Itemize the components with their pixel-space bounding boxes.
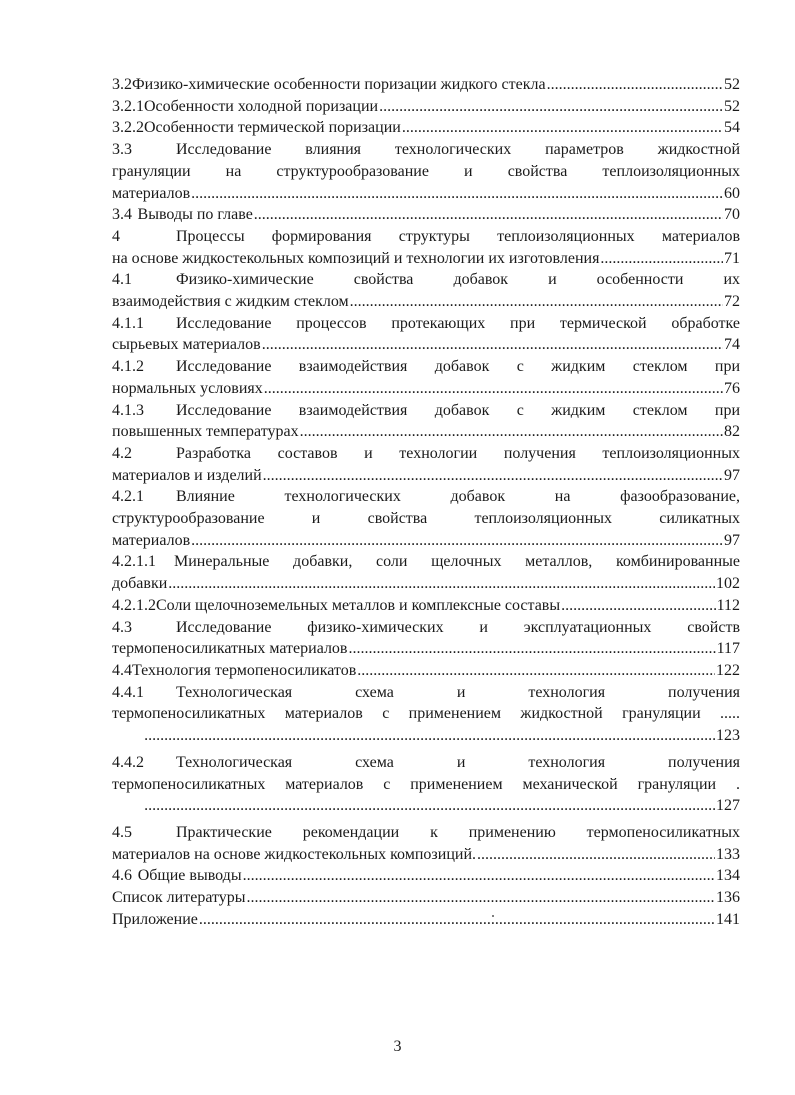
- toc-number: 3.2.2: [112, 119, 144, 137]
- toc-number: 4.4.2: [112, 753, 144, 771]
- toc-line: [112, 378, 740, 400]
- toc-number: 4.2.1: [112, 488, 144, 506]
- toc-leader: [263, 465, 723, 487]
- toc-leader: [300, 421, 723, 443]
- toc-title-continued: грануляции на структурообразование и свойства теплоизоляционных: [112, 162, 740, 180]
- toc-line: [112, 573, 740, 595]
- toc-entry-4-4-2: [112, 752, 740, 817]
- toc-page: 97: [724, 466, 740, 484]
- toc-title-continued: материалов на основе жидкостекольных композиций.: [112, 845, 476, 863]
- toc-title-continued: материалов: [112, 531, 191, 549]
- table-of-contents: [112, 74, 740, 930]
- toc-line: [112, 248, 740, 270]
- toc-line: [112, 334, 740, 356]
- toc-number: 4.1.3: [112, 401, 144, 419]
- toc-line: [112, 530, 740, 552]
- toc-line: [112, 356, 740, 378]
- scan-speck: [492, 915, 494, 917]
- toc-title: Технология термопеносиликатов: [132, 661, 357, 679]
- toc-entry-4-2-1-2: [112, 595, 740, 617]
- toc-entry-4-1-2: [112, 356, 740, 399]
- toc-page: 133: [716, 845, 740, 863]
- toc-line: [112, 795, 740, 817]
- toc-entry-4-1: [112, 269, 740, 312]
- toc-number: 4.2: [112, 444, 132, 462]
- toc-entry-appendix: [112, 909, 740, 931]
- toc-title: Исследование влияния технологических параметров жидкостной: [176, 141, 740, 159]
- toc-title: Практические рекомендации к применению термопеносиликатных: [176, 823, 740, 841]
- toc-page: 74: [724, 336, 740, 354]
- toc-page: 76: [724, 379, 740, 397]
- toc-title: Минеральные добавки, соли щелочных металлов, комбинированные: [174, 553, 740, 571]
- toc-title-continued: термопеносиликатных материалов с применением жидкостной грануляции .....: [112, 705, 740, 723]
- page-number: 3: [393, 1038, 402, 1055]
- toc-title: Разработка составов и технологии получения теплоизоляционных: [176, 444, 740, 462]
- toc-line: [112, 226, 740, 248]
- toc-number: 4.6: [112, 867, 132, 885]
- toc-entry-4-1-3: [112, 400, 740, 443]
- toc-leader: [144, 725, 715, 747]
- toc-title: Влияние технологических добавок на фазообразование,: [176, 488, 740, 506]
- toc-title-continued: термопеносиликатных материалов: [112, 640, 348, 658]
- toc-leader: [191, 183, 723, 205]
- toc-page: 54: [724, 119, 740, 137]
- toc-page: 72: [724, 293, 740, 311]
- toc-line: [112, 682, 740, 704]
- toc-leader: [264, 378, 723, 400]
- toc-title: Особенности холодной поризации: [144, 97, 379, 115]
- toc-entry-3-4: [112, 204, 740, 226]
- toc-leader: [144, 795, 715, 817]
- toc-title: Приложение: [112, 910, 198, 928]
- toc-entry-4: [112, 226, 740, 269]
- toc-entry-references: [112, 887, 740, 909]
- toc-page: 127: [716, 797, 740, 815]
- toc-page: 97: [724, 531, 740, 549]
- toc-entry-4-4: [112, 660, 740, 682]
- toc-leader: [600, 248, 723, 270]
- toc-line: [112, 421, 740, 443]
- toc-number: 4.5: [112, 823, 132, 841]
- toc-line: [112, 822, 740, 844]
- toc-title-continued: термопеносиликатных материалов с применением механической грануляции .: [112, 775, 740, 793]
- toc-title-continued: материалов и изделий: [112, 466, 262, 484]
- toc-title: Список литературы: [112, 889, 246, 907]
- toc-leader: [199, 909, 715, 931]
- toc-leader: [191, 530, 723, 552]
- toc-entry-4-3: [112, 617, 740, 660]
- toc-leader: [247, 887, 715, 909]
- toc-number: 4.1.2: [112, 358, 144, 376]
- toc-number: 4.4: [112, 661, 132, 679]
- toc-title: Исследование процессов протекающих при термической обработке: [176, 314, 740, 332]
- toc-title: Процессы формирования структуры теплоизоляционных материалов: [176, 227, 740, 245]
- toc-number: 4.2.1.2: [112, 596, 156, 614]
- toc-leader: [477, 844, 715, 866]
- toc-title-continued: взаимодействия с жидким стеклом: [112, 293, 349, 311]
- toc-entry-4-2: [112, 443, 740, 486]
- toc-title-continued: материалов: [112, 184, 191, 202]
- toc-page: 141: [716, 910, 740, 928]
- toc-line: [112, 400, 740, 422]
- toc-title: Физико-химические свойства добавок и особенности их: [176, 271, 740, 289]
- toc-number: 3.4: [112, 206, 132, 224]
- toc-line: [112, 313, 740, 335]
- toc-entry-3-2-2: [112, 117, 740, 139]
- toc-line: [112, 269, 740, 291]
- toc-page: 123: [716, 727, 740, 745]
- toc-line: [112, 638, 740, 660]
- toc-title: Исследование физико-химических и эксплуатационных свойств: [176, 618, 740, 636]
- toc-number: 3.3: [112, 141, 132, 159]
- toc-leader: [348, 638, 715, 660]
- toc-number: 4.3: [112, 618, 132, 636]
- toc-page: 117: [716, 640, 740, 658]
- toc-line: [112, 486, 740, 508]
- toc-entry-4-1-1: [112, 313, 740, 356]
- toc-title-continued: добавки: [112, 575, 168, 593]
- toc-entry-4-5: [112, 822, 740, 865]
- toc-title-continued: на основе жидкостекольных композиций и технологии их изготовления: [112, 249, 600, 267]
- toc-title: Технологическая схема и технология получения: [176, 683, 740, 701]
- toc-number: 4.4.1: [112, 683, 144, 701]
- toc-number: 4: [112, 227, 120, 245]
- toc-leader: [262, 334, 723, 356]
- toc-page: 112: [716, 596, 740, 614]
- toc-page: 136: [716, 889, 740, 907]
- toc-line: [112, 725, 740, 747]
- toc-page: 134: [716, 867, 740, 885]
- toc-title-continued: нормальных условиях: [112, 379, 263, 397]
- toc-page: 82: [724, 423, 740, 441]
- toc-line: [112, 183, 740, 205]
- toc-line: [112, 551, 740, 573]
- toc-line: [112, 752, 740, 774]
- toc-entry-4-2-1-1: [112, 551, 740, 594]
- toc-title: Технологическая схема и технология получения: [176, 753, 740, 771]
- toc-leader: [243, 865, 715, 887]
- toc-page: 60: [724, 184, 740, 202]
- toc-line: [112, 443, 740, 465]
- toc-line: [112, 617, 740, 639]
- toc-title-continued: структурообразование и свойства теплоизоляционных силикатных: [112, 510, 740, 528]
- toc-leader: [357, 660, 715, 682]
- toc-leader: [402, 117, 723, 139]
- toc-title: Общие выводы: [137, 867, 242, 885]
- toc-entry-4-4-1: [112, 682, 740, 747]
- toc-number: 4.1: [112, 271, 132, 289]
- toc-title: Исследование взаимодействия добавок с жидким стеклом при: [176, 401, 740, 419]
- toc-leader: [547, 74, 723, 96]
- toc-page: 70: [724, 206, 740, 224]
- toc-number: 4.1.1: [112, 314, 144, 332]
- toc-title: Особенности термической поризации: [144, 119, 401, 137]
- toc-line: [112, 465, 740, 487]
- toc-entry-3-2: [112, 74, 740, 96]
- toc-line: [112, 291, 740, 313]
- toc-entry-3-3: [112, 139, 740, 204]
- toc-page: 71: [724, 249, 740, 267]
- toc-page: 52: [724, 97, 740, 115]
- toc-number: 3.2: [112, 76, 132, 93]
- toc-title-continued: повышенных температурах: [112, 423, 299, 441]
- toc-title-continued: сырьевых материалов: [112, 336, 261, 354]
- toc-page: 52: [724, 76, 740, 93]
- toc-number: 4.2.1.1: [112, 553, 156, 571]
- toc-leader: [379, 96, 723, 118]
- toc-number: 3.2.1: [112, 97, 144, 115]
- toc-leader: [168, 573, 715, 595]
- toc-entry-4-2-1: [112, 486, 740, 551]
- toc-title: Физико-химические особенности поризации жидкого стекла: [132, 76, 546, 93]
- toc-title: Соли щелочноземельных металлов и комплексные составы: [156, 596, 561, 614]
- toc-entry-4-6: [112, 865, 740, 887]
- toc-page: 122: [716, 661, 740, 679]
- toc-page: 102: [716, 575, 740, 593]
- toc-line: [112, 844, 740, 866]
- toc-title: Исследование взаимодействия добавок с жидким стеклом при: [176, 358, 740, 376]
- toc-title: Выводы по главе: [137, 206, 253, 224]
- toc-leader: [254, 204, 723, 226]
- toc-leader: [561, 595, 715, 617]
- toc-entry-3-2-1: [112, 96, 740, 118]
- toc-leader: [350, 291, 723, 313]
- toc-line: [112, 139, 740, 161]
